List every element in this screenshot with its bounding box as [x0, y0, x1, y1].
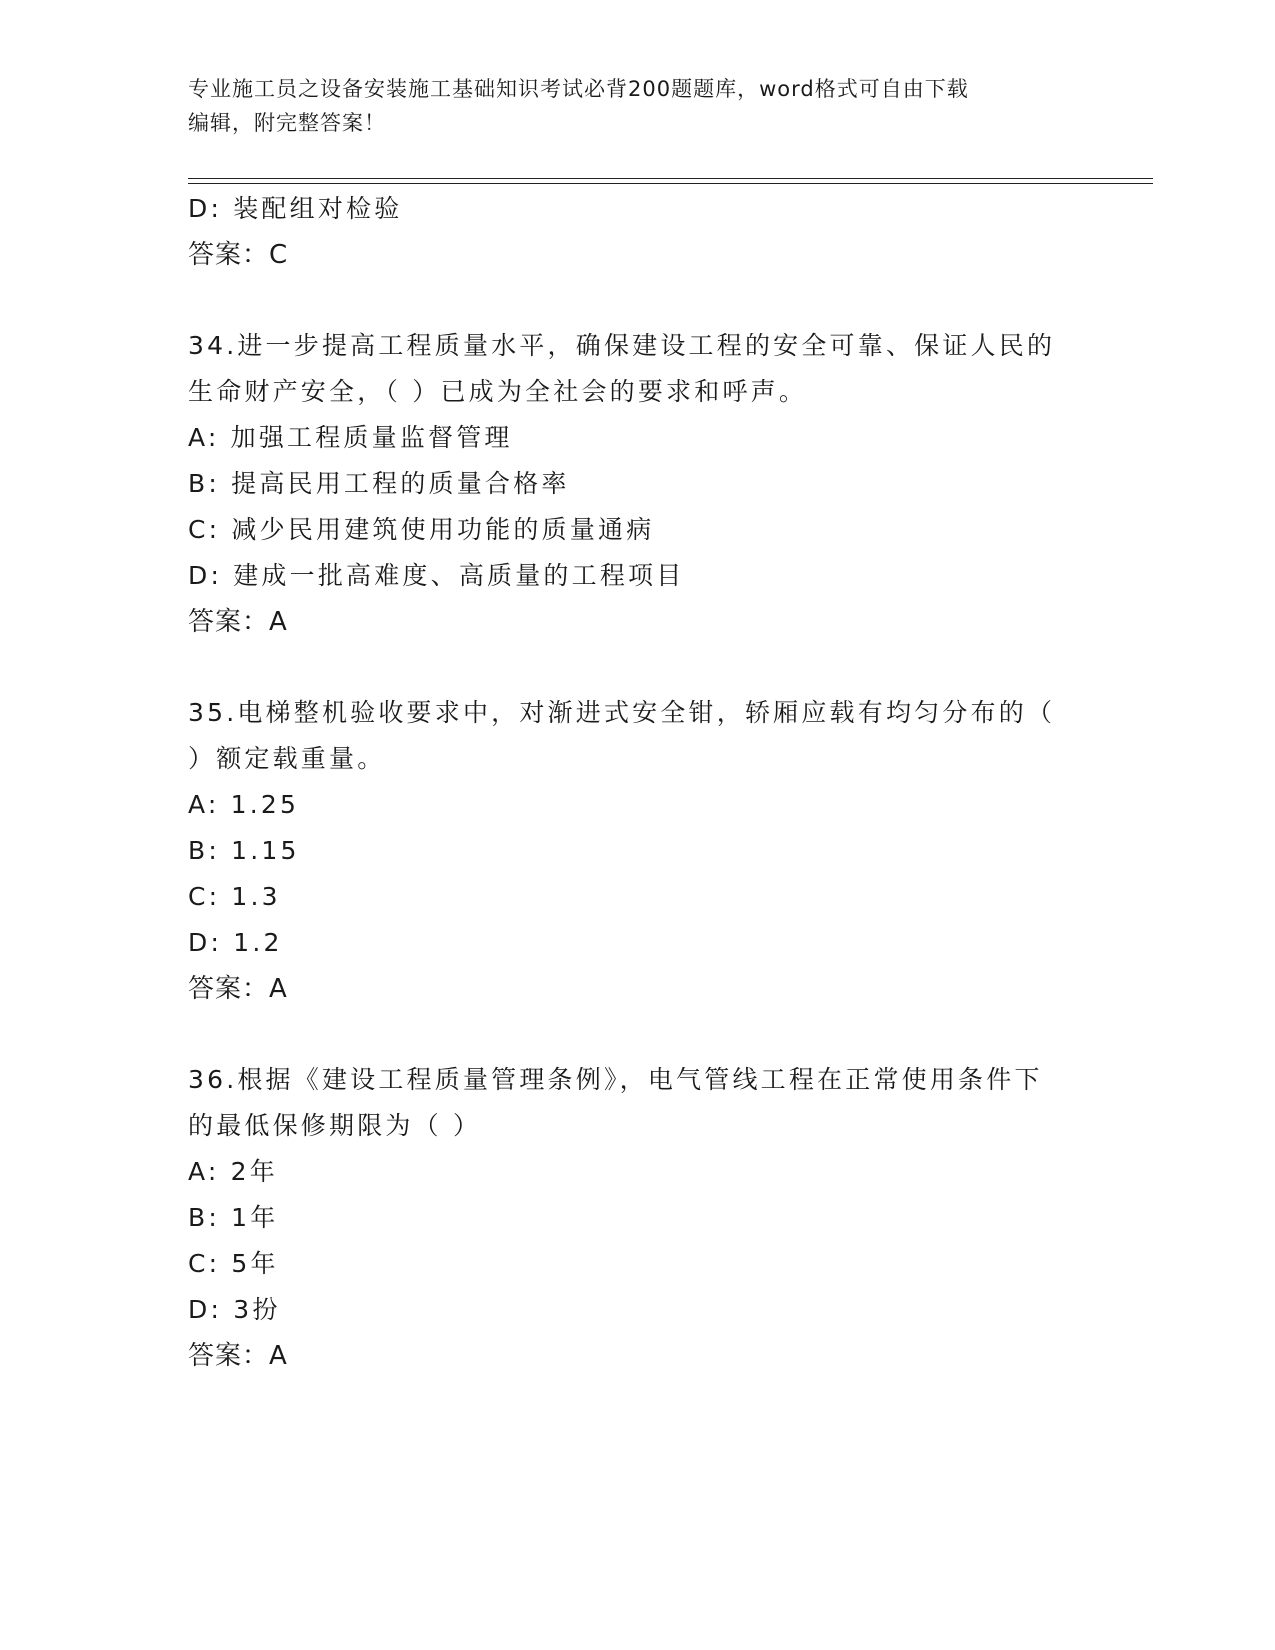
question-text-line-1: 34.进一步提高工程质量水平，确保建设工程的安全可靠、保证人民的 — [188, 331, 1056, 360]
option-a: A: 加强工程质量监督管理 — [188, 423, 513, 452]
document-body — [188, 186, 1108, 1379]
header-divider-bottom — [188, 183, 1153, 184]
spacer — [188, 1012, 1108, 1057]
option-d: D: 建成一批高难度、高质量的工程项目 — [188, 561, 685, 590]
header-line-1: 专业施工员之设备安装施工基础知识考试必背200题题库，word格式可自由下载 — [188, 77, 969, 101]
option-c: C: 减少民用建筑使用功能的质量通病 — [188, 515, 655, 544]
question-text-line-2: 生命财产安全，（ ）已成为全社会的要求和呼声。 — [188, 377, 808, 406]
answer-line: 答案：A — [188, 974, 288, 1004]
option-a: A: 1.25 — [188, 790, 300, 819]
option-c: C: 5年 — [188, 1249, 279, 1278]
question-34 — [188, 323, 1108, 645]
answer-line: 答案：A — [188, 1341, 288, 1371]
option-b: B: 提高民用工程的质量合格率 — [188, 469, 570, 498]
header-divider-top — [188, 178, 1153, 179]
spacer — [188, 278, 1108, 323]
option-a: A: 2年 — [188, 1157, 278, 1186]
document-header — [188, 72, 1088, 140]
option-c: C: 1.3 — [188, 882, 281, 911]
answer-line: 答案：C — [188, 240, 289, 270]
spacer — [188, 645, 1108, 690]
question-text-line-2: ）额定载重量。 — [188, 744, 386, 773]
option-b: B: 1年 — [188, 1203, 279, 1232]
header-line-2: 编辑，附完整答案！ — [188, 111, 386, 135]
option-d: D: 3扮 — [188, 1295, 281, 1324]
previous-question-tail — [188, 186, 1108, 278]
question-36 — [188, 1057, 1108, 1379]
option-d: D: 1.2 — [188, 928, 283, 957]
question-text-line-1: 35.电梯整机验收要求中，对渐进式安全钳，轿厢应载有均匀分布的（ — [188, 698, 1056, 727]
question-35 — [188, 690, 1108, 1012]
answer-line: 答案：A — [188, 607, 288, 637]
option-d: D: 装配组对检验 — [188, 194, 403, 223]
question-text-line-2: 的最低保修期限为（ ） — [188, 1111, 482, 1140]
question-text-line-1: 36.根据《建设工程质量管理条例》，电气管线工程在正常使用条件下 — [188, 1065, 1043, 1094]
option-b: B: 1.15 — [188, 836, 300, 865]
